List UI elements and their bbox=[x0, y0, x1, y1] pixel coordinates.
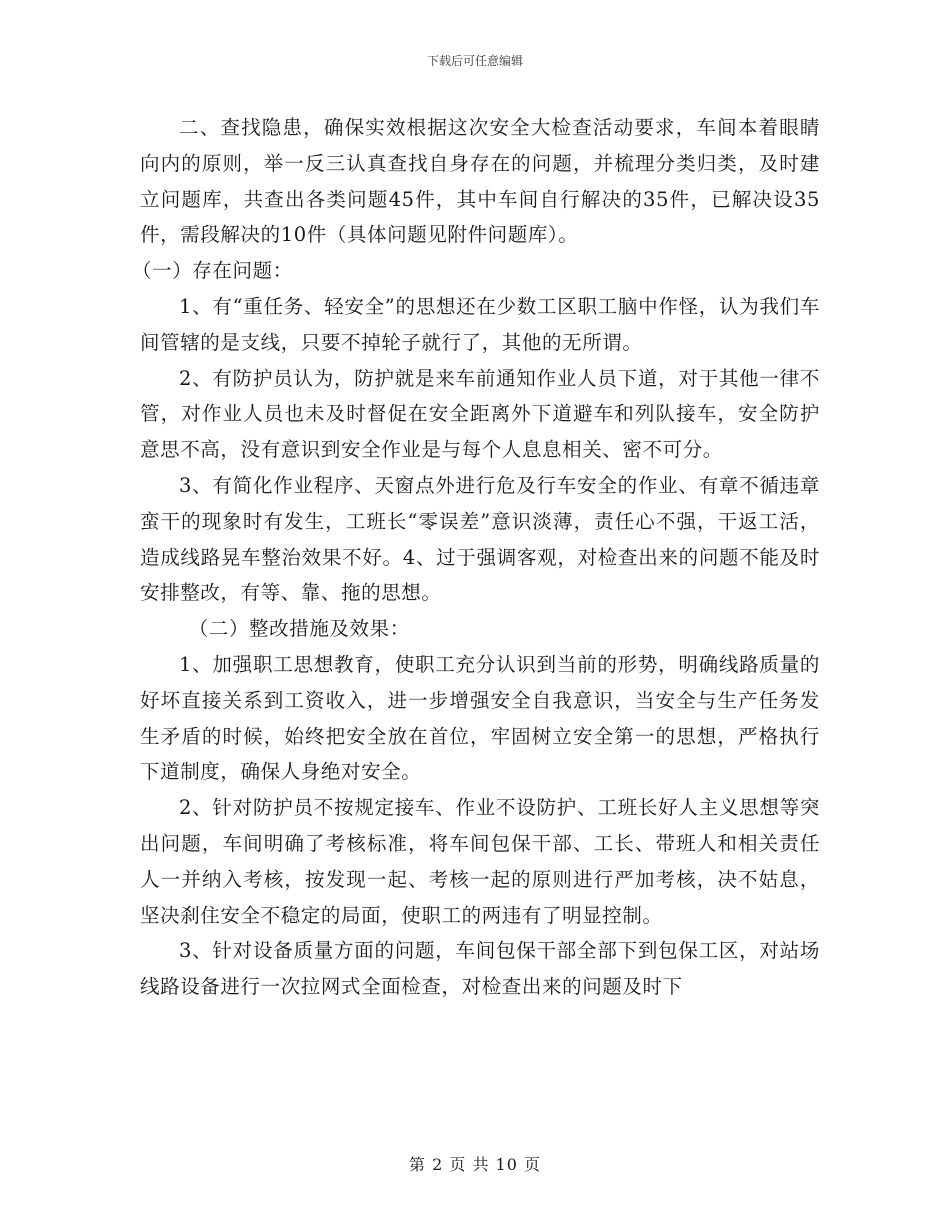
paragraph-measure-3: 3、针对设备质量方面的问题，车间包保干部全部下到包保工区，对站场线路设备进行一次拉网式全面检查，对检查出来的问题及时下 bbox=[140, 939, 820, 999]
paragraph-hazard-check: 二、查找隐患，确保实效根据这次安全大检查活动要求，车间本着眼睛向内的原则，举一反三认真查找自身存在的问题，并梳理分类归类，及时建立问题库，共查出各类问题45件，其中车间自行解决的35件，已解决设35件，需段解决的10件（具体问题见附件问题库）。 bbox=[140, 116, 820, 247]
page-header-note: 下载后可任意编辑 bbox=[426, 54, 523, 68]
paragraph-problem-1: 1、有“重任务、轻安全”的思想还在少数工区职工脑中作怪，认为我们车间管辖的是支线，只要不掉轮子就行了，其他的无所谓。 bbox=[140, 294, 820, 354]
paragraph-measure-2: 2、针对防护员不按规定接车、作业不设防护、工班长好人主义思想等突出问题，车间明确了考核标准，将车间包保干部、工长、带班人和相关责任人一并纳入考核，按发现一起、考核一起的原则进行严加考核，决不姑息，坚决刹住安全不稳定的局面，使职工的两违有了明显控制。 bbox=[140, 796, 820, 927]
page-number-footer: 第 2 页 共 10 页 bbox=[409, 1155, 541, 1174]
paragraph-problem-3-4: 3、有简化作业程序、天窗点外进行危及行车安全的作业、有章不循违章蛮干的现象时有发生，工班长“零误差”意识淡薄，责任心不强，干返工活，造成线路晃车整治效果不好。4、过于强调客观，对检查出来的问题不能及时安排整改，有等、靠、拖的思想。 bbox=[140, 473, 820, 605]
section-heading-measures: （二）整改措施及效果： bbox=[188, 617, 410, 641]
paragraph-problem-2: 2、有防护员认为，防护就是来车前通知作业人员下道，对于其他一律不管，对作业人员也未及时督促在安全距离外下道避车和列队接车，安全防护意思不高，没有意识到安全作业是与每个人息息相关、密不可分。 bbox=[140, 366, 820, 462]
paragraph-measure-1: 1、加强职工思想教育，使职工充分认识到当前的形势，明确线路质量的好坏直接关系到工资收入，进一步增强安全自我意识，当安全与生产任务发生矛盾的时候，始终把安全放在首位，牢固树立安全第一的思想，严格执行下道制度，确保人身绝对安全。 bbox=[140, 652, 820, 784]
section-heading-problems: （一）存在问题： bbox=[132, 259, 293, 283]
document-body bbox=[132, 110, 820, 1005]
